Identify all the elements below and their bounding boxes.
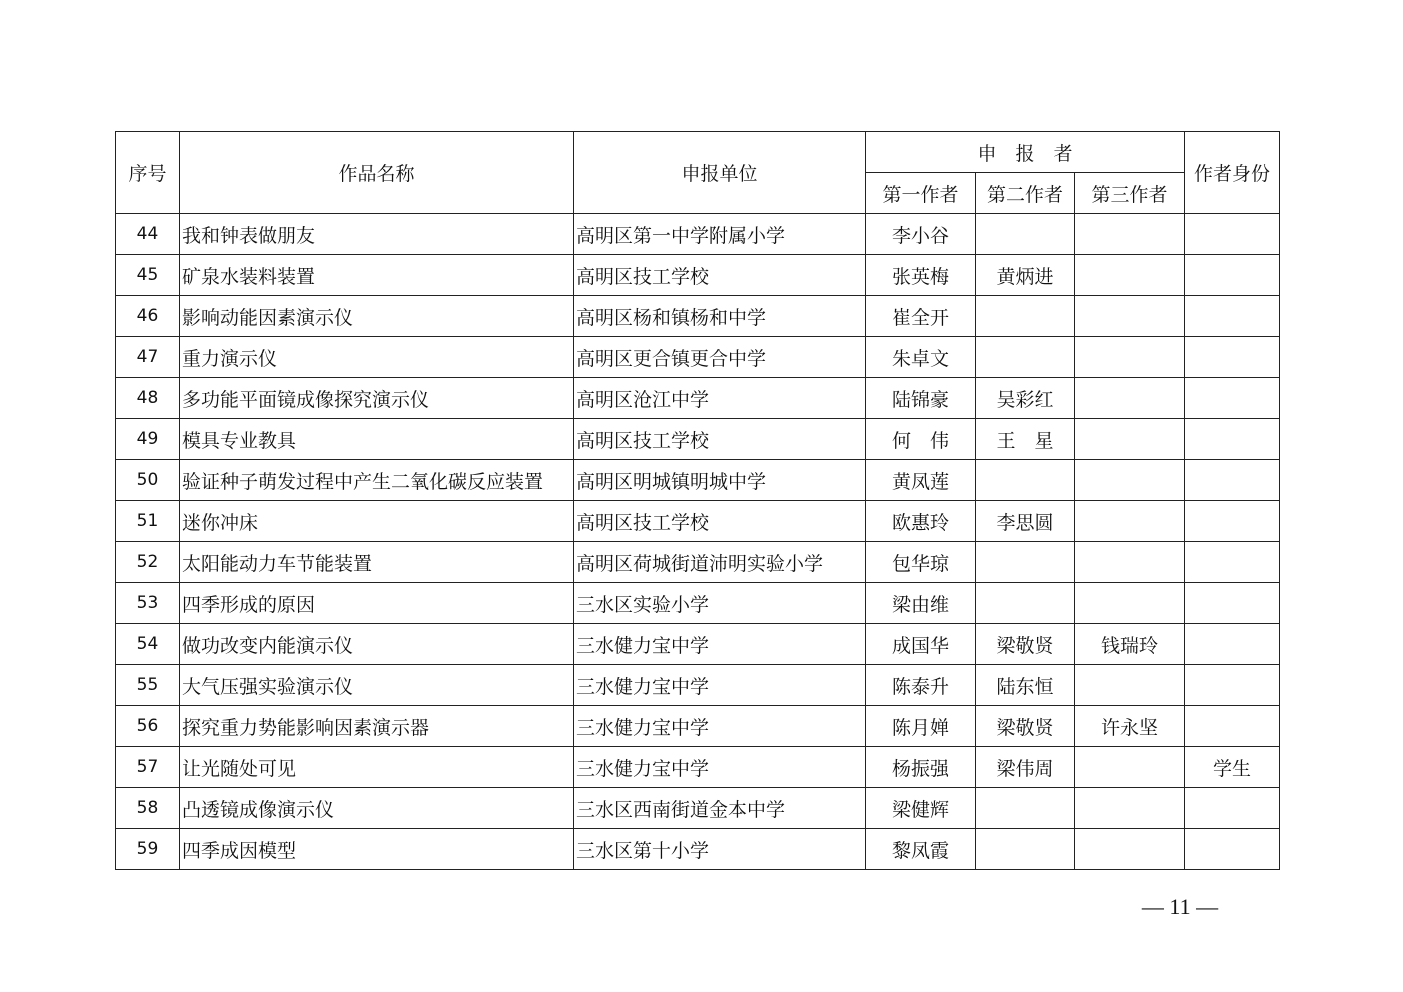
table-row bbox=[116, 255, 1280, 296]
cell-no: 44 bbox=[116, 214, 180, 255]
cell-unit: 三水区实验小学 bbox=[574, 583, 866, 624]
table-row bbox=[116, 706, 1280, 747]
cell-no: 53 bbox=[116, 583, 180, 624]
cell-first-author: 欧惠玲 bbox=[866, 501, 976, 542]
table-header bbox=[116, 132, 1280, 214]
cell-no: 58 bbox=[116, 788, 180, 829]
header-third-author: 第三作者 bbox=[1075, 173, 1185, 214]
table-row bbox=[116, 542, 1280, 583]
cell-second-author bbox=[976, 788, 1075, 829]
cell-identity bbox=[1185, 542, 1280, 583]
cell-second-author bbox=[976, 583, 1075, 624]
header-title: 作品名称 bbox=[180, 132, 574, 214]
cell-third-author bbox=[1075, 501, 1185, 542]
header-first-author: 第一作者 bbox=[866, 173, 976, 214]
cell-third-author bbox=[1075, 460, 1185, 501]
cell-title: 探究重力势能影响因素演示器 bbox=[180, 706, 574, 747]
cell-identity bbox=[1185, 337, 1280, 378]
cell-first-author: 黄凤莲 bbox=[866, 460, 976, 501]
table-row bbox=[116, 337, 1280, 378]
cell-identity bbox=[1185, 255, 1280, 296]
cell-unit: 三水健力宝中学 bbox=[574, 706, 866, 747]
table-row bbox=[116, 583, 1280, 624]
cell-unit: 高明区杨和镇杨和中学 bbox=[574, 296, 866, 337]
cell-third-author bbox=[1075, 829, 1185, 870]
cell-title: 迷你冲床 bbox=[180, 501, 574, 542]
cell-identity bbox=[1185, 706, 1280, 747]
cell-title: 大气压强实验演示仪 bbox=[180, 665, 574, 706]
cell-first-author: 朱卓文 bbox=[866, 337, 976, 378]
cell-first-author: 张英梅 bbox=[866, 255, 976, 296]
cell-second-author bbox=[976, 460, 1075, 501]
table-row bbox=[116, 214, 1280, 255]
cell-identity bbox=[1185, 419, 1280, 460]
header-identity: 作者身份 bbox=[1185, 132, 1280, 214]
cell-no: 54 bbox=[116, 624, 180, 665]
cell-unit: 三水健力宝中学 bbox=[574, 747, 866, 788]
cell-unit: 高明区荷城街道沛明实验小学 bbox=[574, 542, 866, 583]
cell-third-author bbox=[1075, 747, 1185, 788]
cell-title: 重力演示仪 bbox=[180, 337, 574, 378]
page-number: — 11 — bbox=[1141, 894, 1219, 919]
award-list-table bbox=[115, 131, 1280, 870]
cell-unit: 三水区第十小学 bbox=[574, 829, 866, 870]
cell-identity bbox=[1185, 378, 1280, 419]
cell-unit: 高明区明城镇明城中学 bbox=[574, 460, 866, 501]
cell-second-author: 王 星 bbox=[976, 419, 1075, 460]
cell-title: 四季形成的原因 bbox=[180, 583, 574, 624]
cell-second-author: 梁敬贤 bbox=[976, 624, 1075, 665]
cell-first-author: 黎凤霞 bbox=[866, 829, 976, 870]
cell-identity bbox=[1185, 460, 1280, 501]
cell-third-author bbox=[1075, 665, 1185, 706]
cell-title: 矿泉水装料装置 bbox=[180, 255, 574, 296]
cell-unit: 高明区技工学校 bbox=[574, 501, 866, 542]
cell-unit: 三水健力宝中学 bbox=[574, 665, 866, 706]
cell-no: 45 bbox=[116, 255, 180, 296]
cell-identity bbox=[1185, 665, 1280, 706]
cell-no: 59 bbox=[116, 829, 180, 870]
cell-third-author bbox=[1075, 296, 1185, 337]
cell-second-author bbox=[976, 337, 1075, 378]
cell-identity bbox=[1185, 214, 1280, 255]
table-row bbox=[116, 829, 1280, 870]
cell-third-author: 许永坚 bbox=[1075, 706, 1185, 747]
cell-second-author: 李思圆 bbox=[976, 501, 1075, 542]
cell-identity bbox=[1185, 501, 1280, 542]
table-row bbox=[116, 296, 1280, 337]
cell-unit: 三水区西南街道金本中学 bbox=[574, 788, 866, 829]
cell-third-author bbox=[1075, 583, 1185, 624]
cell-unit: 高明区沧江中学 bbox=[574, 378, 866, 419]
header-second-author: 第二作者 bbox=[976, 173, 1075, 214]
cell-second-author bbox=[976, 829, 1075, 870]
cell-unit: 高明区技工学校 bbox=[574, 419, 866, 460]
cell-no: 57 bbox=[116, 747, 180, 788]
cell-unit: 高明区第一中学附属小学 bbox=[574, 214, 866, 255]
cell-title: 模具专业教具 bbox=[180, 419, 574, 460]
cell-title: 验证种子萌发过程中产生二氧化碳反应装置 bbox=[180, 460, 574, 501]
cell-third-author bbox=[1075, 542, 1185, 583]
cell-first-author: 李小谷 bbox=[866, 214, 976, 255]
cell-third-author bbox=[1075, 788, 1185, 829]
cell-no: 52 bbox=[116, 542, 180, 583]
cell-third-author bbox=[1075, 337, 1185, 378]
cell-unit: 高明区更合镇更合中学 bbox=[574, 337, 866, 378]
cell-no: 46 bbox=[116, 296, 180, 337]
cell-second-author: 梁伟周 bbox=[976, 747, 1075, 788]
cell-third-author: 钱瑞玲 bbox=[1075, 624, 1185, 665]
table-row bbox=[116, 624, 1280, 665]
table-row bbox=[116, 378, 1280, 419]
cell-third-author bbox=[1075, 255, 1185, 296]
cell-second-author: 吴彩红 bbox=[976, 378, 1075, 419]
cell-first-author: 成国华 bbox=[866, 624, 976, 665]
cell-identity bbox=[1185, 583, 1280, 624]
table-row bbox=[116, 665, 1280, 706]
cell-second-author: 陆东恒 bbox=[976, 665, 1075, 706]
cell-no: 49 bbox=[116, 419, 180, 460]
cell-first-author: 陈泰升 bbox=[866, 665, 976, 706]
cell-identity bbox=[1185, 829, 1280, 870]
cell-identity bbox=[1185, 624, 1280, 665]
cell-title: 让光随处可见 bbox=[180, 747, 574, 788]
cell-title: 影响动能因素演示仪 bbox=[180, 296, 574, 337]
table-row bbox=[116, 501, 1280, 542]
cell-second-author bbox=[976, 214, 1075, 255]
cell-second-author bbox=[976, 296, 1075, 337]
table-body bbox=[116, 214, 1280, 870]
cell-first-author: 崔全开 bbox=[866, 296, 976, 337]
cell-unit: 高明区技工学校 bbox=[574, 255, 866, 296]
cell-no: 47 bbox=[116, 337, 180, 378]
cell-title: 太阳能动力车节能装置 bbox=[180, 542, 574, 583]
cell-first-author: 陆锦豪 bbox=[866, 378, 976, 419]
table-row bbox=[116, 747, 1280, 788]
cell-first-author: 何 伟 bbox=[866, 419, 976, 460]
cell-title: 做功改变内能演示仪 bbox=[180, 624, 574, 665]
cell-identity bbox=[1185, 788, 1280, 829]
cell-first-author: 杨振强 bbox=[866, 747, 976, 788]
cell-title: 多功能平面镜成像探究演示仪 bbox=[180, 378, 574, 419]
cell-second-author: 梁敬贤 bbox=[976, 706, 1075, 747]
cell-first-author: 陈月婵 bbox=[866, 706, 976, 747]
cell-first-author: 梁由维 bbox=[866, 583, 976, 624]
header-unit: 申报单位 bbox=[574, 132, 866, 214]
cell-third-author bbox=[1075, 419, 1185, 460]
cell-title: 我和钟表做朋友 bbox=[180, 214, 574, 255]
table-row bbox=[116, 788, 1280, 829]
cell-first-author: 梁健辉 bbox=[866, 788, 976, 829]
cell-identity: 学生 bbox=[1185, 747, 1280, 788]
cell-unit: 三水健力宝中学 bbox=[574, 624, 866, 665]
cell-no: 48 bbox=[116, 378, 180, 419]
cell-title: 四季成因模型 bbox=[180, 829, 574, 870]
table-row bbox=[116, 460, 1280, 501]
cell-identity bbox=[1185, 296, 1280, 337]
cell-third-author bbox=[1075, 378, 1185, 419]
cell-first-author: 包华琼 bbox=[866, 542, 976, 583]
table-row bbox=[116, 419, 1280, 460]
cell-second-author bbox=[976, 542, 1075, 583]
cell-title: 凸透镜成像演示仪 bbox=[180, 788, 574, 829]
cell-no: 56 bbox=[116, 706, 180, 747]
header-applicants: 申 报 者 bbox=[866, 132, 1185, 173]
cell-no: 51 bbox=[116, 501, 180, 542]
header-no: 序号 bbox=[116, 132, 180, 214]
cell-no: 55 bbox=[116, 665, 180, 706]
cell-no: 50 bbox=[116, 460, 180, 501]
cell-third-author bbox=[1075, 214, 1185, 255]
cell-second-author: 黄炳进 bbox=[976, 255, 1075, 296]
